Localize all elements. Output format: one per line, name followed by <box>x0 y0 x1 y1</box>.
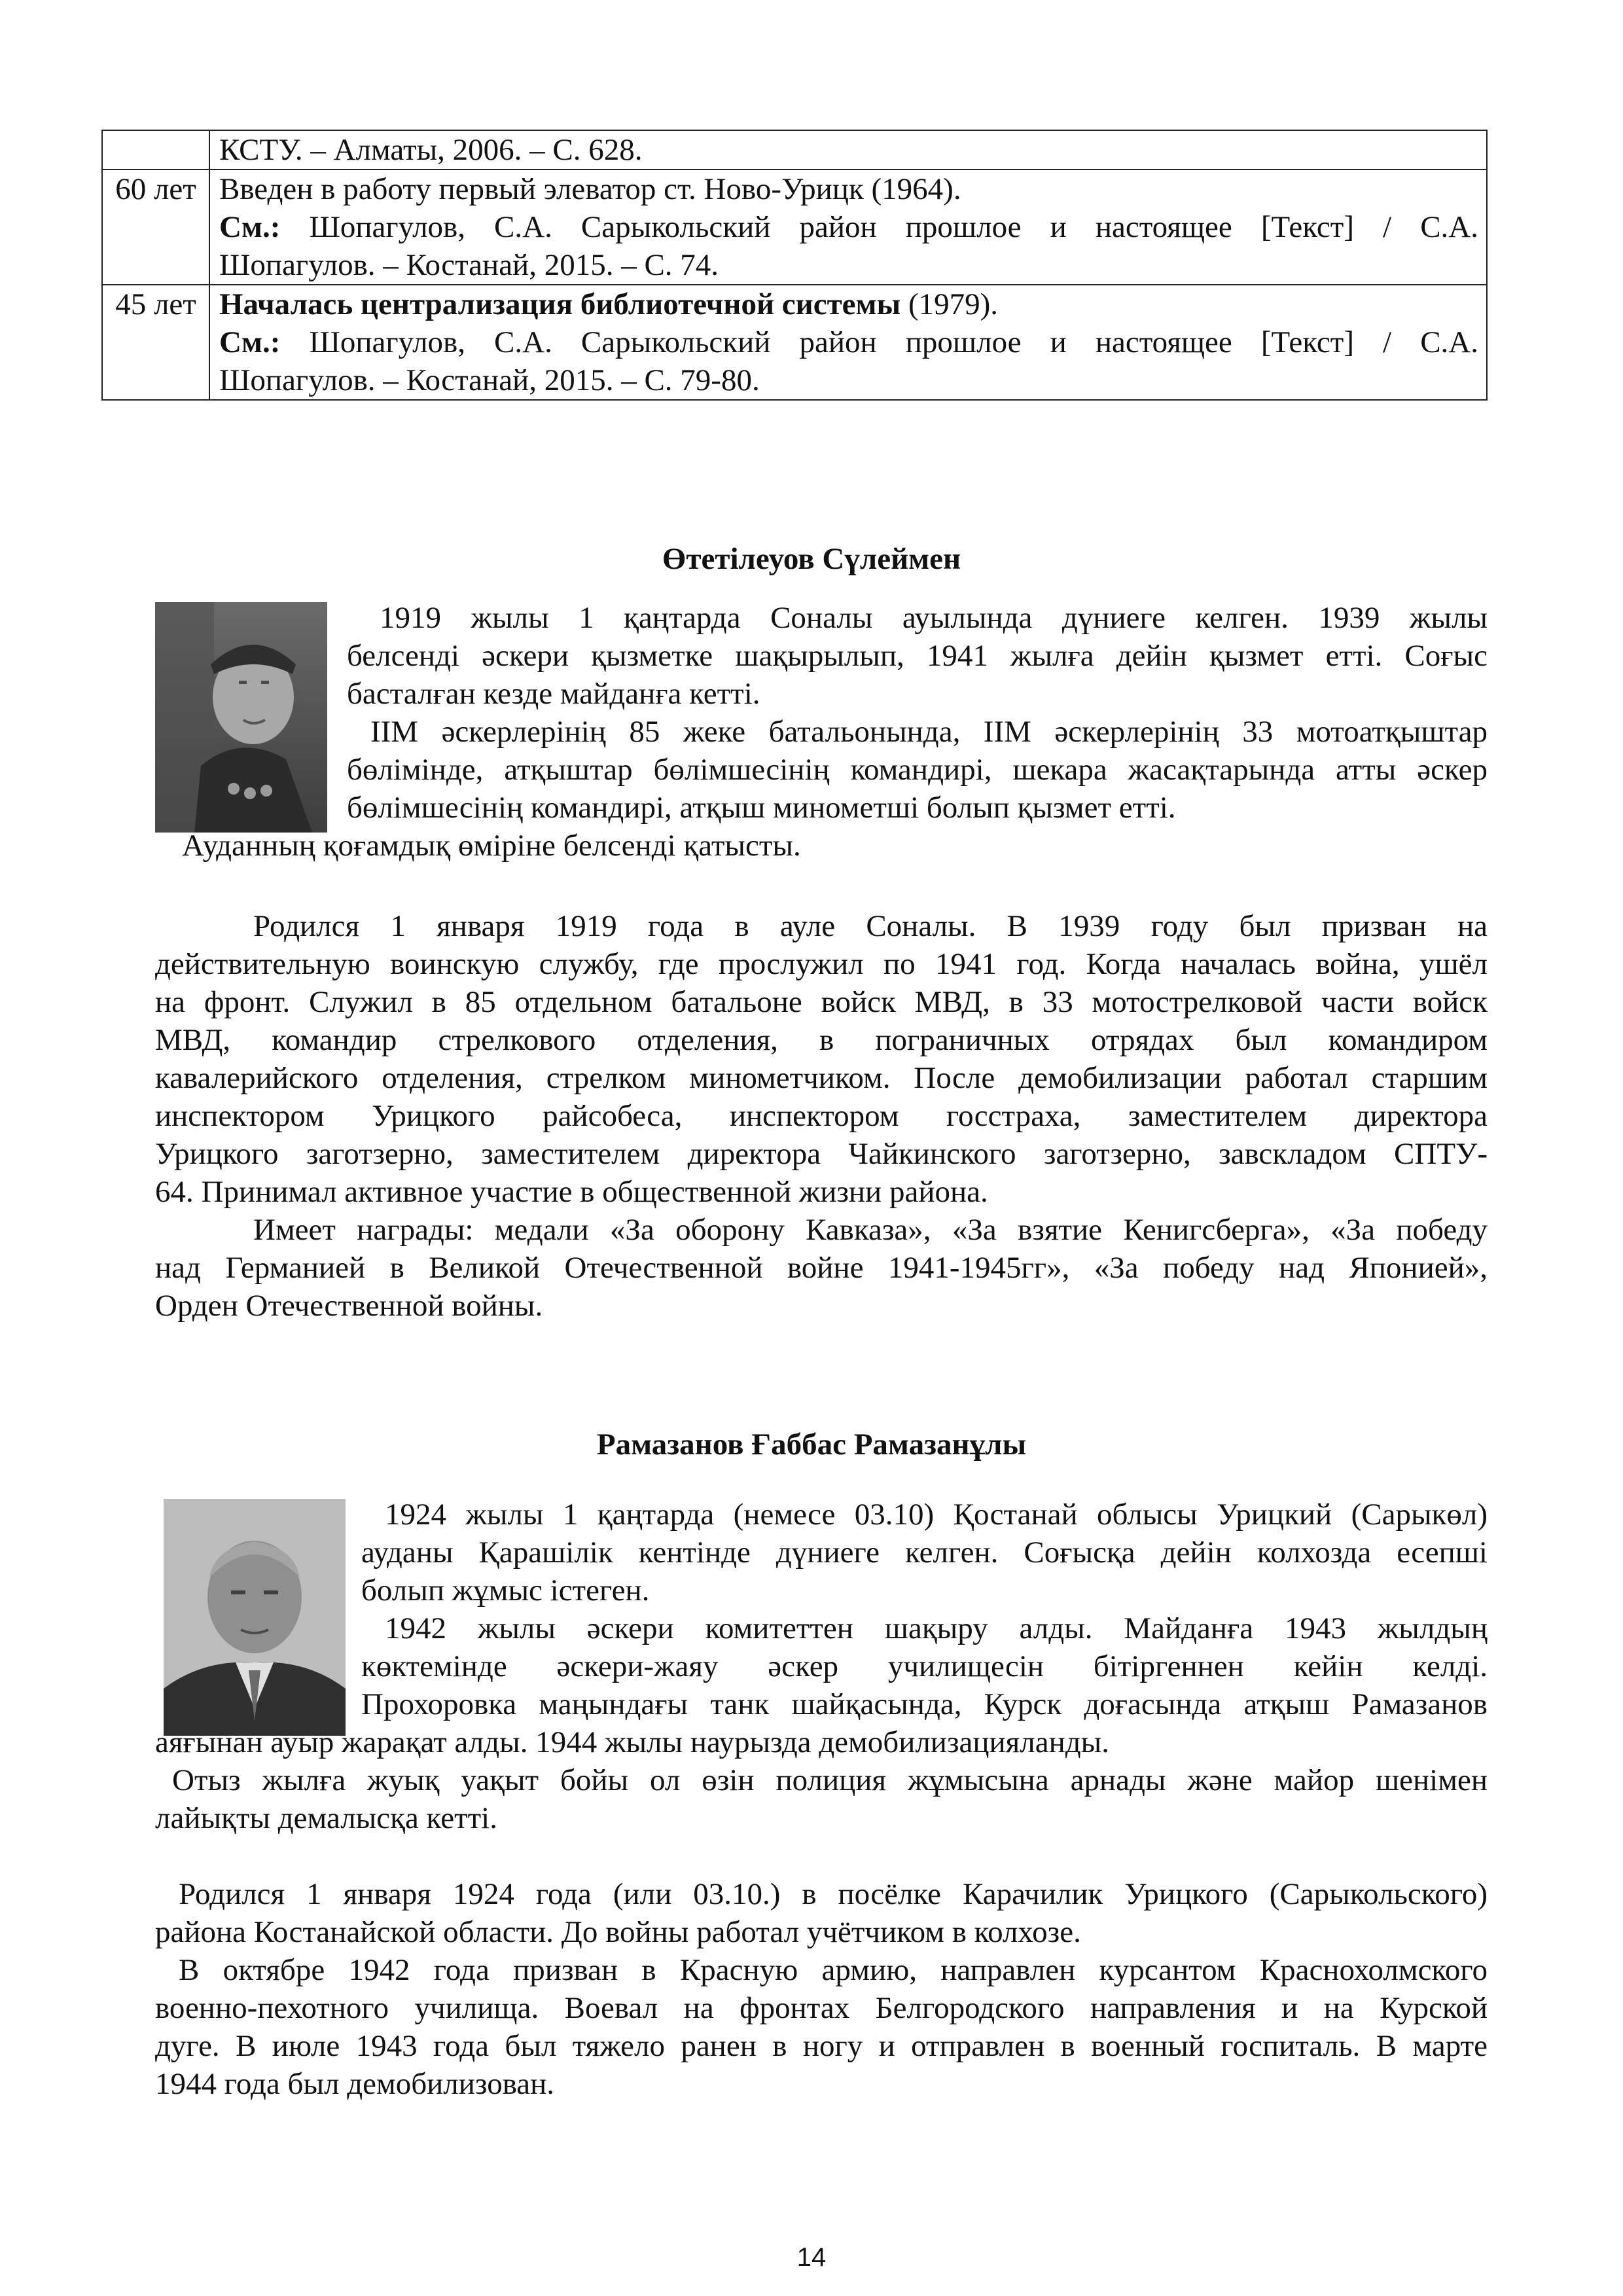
ru-bio-line: Урицкого заготзерно, заместителем директора Чайкинского заготзерно, завскладом СПТУ- <box>155 1137 1488 1171</box>
person1-ru-bio <box>155 907 1488 1325</box>
person2-name-heading: Рамазанов Ғаббас Рамазанұлы <box>596 1427 1027 1462</box>
kz-bio-line: аяғынан ауыр жарақат алды. 1944 жылы наурызда демобилизацияланды. <box>155 1725 1110 1759</box>
table-text-cell <box>209 285 1487 400</box>
person2-ru-bio <box>155 1875 1488 2103</box>
ru-bio-line: Орден Отечественной войны. <box>155 1289 543 1323</box>
ru-bio-line: В октябре 1942 года призван в Красную армию, направлен курсантом Краснохолмского <box>179 1953 1488 1987</box>
kz-bio-line: 1919 жылы 1 қаңтарда Соналы ауылында дүниеге келген. 1939 жылы <box>380 601 1488 635</box>
citation-text: Шопагулов, С.А. Сарыкольский район прошлое и настоящее [Текст] / С.А. <box>280 325 1478 359</box>
kz-bio-line: белсенді әскери қызметке шақырылып, 1941 жылға дейін қызмет етті. Соғыс <box>347 639 1488 673</box>
kz-bio-line: басталған кезде майданға кетті. <box>347 677 760 711</box>
table-line <box>219 208 1478 246</box>
citation-text: Шопагулов, С.А. Сарыкольский район прошлое и настоящее [Текст] / С.А. <box>280 210 1478 244</box>
see-label: См.: <box>219 325 281 359</box>
person2-kz-bio-tail <box>155 1723 1488 1837</box>
table-row <box>102 285 1487 400</box>
ru-bio-line: 1944 года был демобилизован. <box>155 2067 555 2101</box>
ru-bio-line: Родился 1 января 1924 года (или 03.10.) в посёлке Карачилик Урицкого (Сарыкольского) <box>179 1877 1488 1911</box>
table-row <box>102 130 1487 170</box>
ru-bio-line: инспектором Урицкого райсобеса, инспектором госстраха, заместителем директора <box>155 1099 1488 1133</box>
ru-bio-line: дуге. В июле 1943 года был тяжело ранен в ногу и отправлен в военный госпиталь. В марте <box>155 2029 1488 2063</box>
ru-bio-line: военно-пехотного училища. Воевал на фронтах Белгородского направления и на Курской <box>155 1991 1488 2025</box>
person1-kz-bio-wrap <box>347 599 1488 827</box>
ru-bio-line: кавалерийского отделения, стрелком минометчиком. После демобилизации работал старшим <box>155 1061 1488 1095</box>
events-table <box>101 130 1488 401</box>
table-line: Введен в работу первый элеватор ст. Ново-Урицк (1964). <box>219 172 961 206</box>
event-title: Началась централизация библиотечной системы <box>219 287 901 321</box>
table-text-cell <box>209 130 1487 170</box>
kz-bio-line: Отыз жылға жуық уақыт бойы ол өзін полиция жұмысына арнады және майор шенімен <box>172 1763 1488 1797</box>
see-label: См.: <box>219 210 281 244</box>
table-line <box>219 285 1478 323</box>
ru-bio-line: МВД, командир стрелкового отделения, в пограничных отрядах был командиром <box>155 1023 1488 1057</box>
kz-bio-line: бөлімшесінің командирі, атқыш миномет​ші болып қызмет етті. <box>347 791 1176 825</box>
table-line: КСТУ. – Алматы, 2006. – С. 628. <box>219 133 643 167</box>
person2-kz-bio-wrap <box>361 1496 1488 1723</box>
table-line: Шопагулов. – Костанай, 2015. – С. 79-80. <box>219 363 760 397</box>
kz-bio-line: 1942 жылы әскери комитеттен шақыру алды. Майданға 1943 жылдың <box>385 1611 1488 1645</box>
person2-portrait-photo <box>164 1499 346 1736</box>
page-number: 14 <box>796 2243 827 2272</box>
kz-bio-line: болып жұмыс істеген. <box>361 1573 650 1607</box>
ru-bio-line: района Костанайской области. До войны работал учётчиком в колхозе. <box>155 1915 1081 1949</box>
ru-bio-line: 64. Принимал активное участие в общественной жизни района. <box>155 1175 988 1209</box>
table-line <box>219 323 1478 361</box>
table-years-cell <box>102 130 209 170</box>
kz-bio-line: лайықты демалысқа кетті. <box>155 1801 497 1835</box>
ru-bio-line: Имеет награды: медали «За оборону Кавказа», «За взятие Кенигсберга», «За победу <box>253 1213 1488 1247</box>
kz-bio-line: Ауданның қоғамдық өміріне белсенді қатысты. <box>182 829 801 863</box>
table-text-cell <box>209 170 1487 285</box>
person1-kz-bio-tail <box>182 827 1488 865</box>
ru-bio-line: Родился 1 января 1919 года в ауле Соналы. В 1939 году был призван на <box>253 909 1488 943</box>
ru-bio-line: действительную воинскую службу, где прослужил по 1941 год. Когда началась война, ушёл <box>155 947 1488 981</box>
kz-bio-line: Прохоровка маңындағы танк шайқасында, Курск доғасында атқыш Рамазанов <box>361 1687 1488 1721</box>
portrait-image <box>164 1499 346 1736</box>
table-row <box>102 170 1487 285</box>
ru-bio-line: на фронт. Служил в 85 отдельном батальоне войск МВД, в 33 мотострелковой части войск <box>155 985 1488 1019</box>
ru-bio-line: над Германией в Великой Отечественной войне 1941-1945гг», «За победу над Японией», <box>155 1251 1488 1285</box>
person1-name-heading: Өтетілеуов Сүлеймен <box>662 542 961 576</box>
event-year: (1979). <box>901 287 999 321</box>
person1-portrait-photo <box>155 602 327 833</box>
kz-bio-line: ауданы Қарашілік кентінде дүниеге келген. Соғысқа дейін колхозда есепші <box>361 1535 1488 1570</box>
kz-bio-line: 1924 жылы 1 қаңтарда (немесе 03.10) Қостанай облысы Урицкий (Сарыкөл) <box>385 1498 1488 1532</box>
table-years-cell: 45 лет <box>102 285 209 400</box>
portrait-image <box>155 602 327 833</box>
table-line: Шопагулов. – Костанай, 2015. – С. 74. <box>219 248 719 282</box>
kz-bio-line: көктемінде әскери-жаяу әскер училищесін бітіргеннен кейін келді. <box>361 1649 1488 1683</box>
kz-bio-line: ІІМ әскерлерінің 85 жеке батальонында, ІІМ әскерлерінің 33 мотоатқыштар <box>370 715 1488 749</box>
table-years-cell: 60 лет <box>102 170 209 285</box>
kz-bio-line: бөлімінде, атқыштар бөлімшесінің командирі, шекара жасақтарында атты әскер <box>347 753 1488 787</box>
